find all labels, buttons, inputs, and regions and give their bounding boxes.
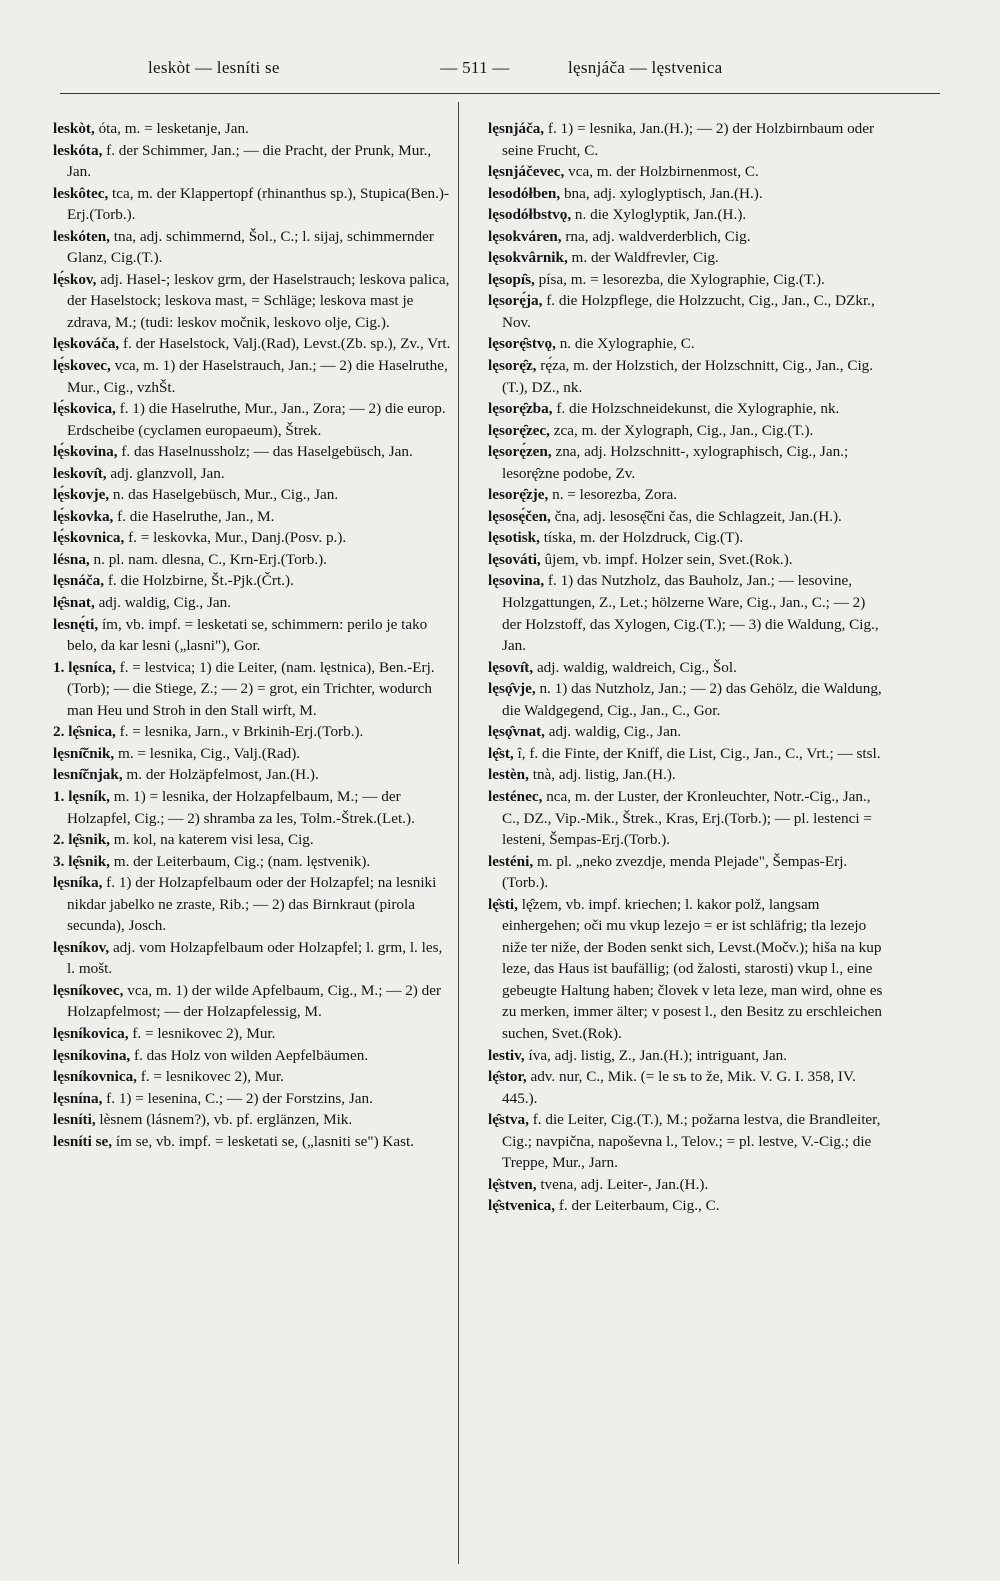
- entry-definition: f. = lesnikovec 2), Mur.: [136, 1068, 284, 1086]
- entry-headword: lę̂stvenica,: [488, 1197, 556, 1215]
- dictionary-entry: [53, 398, 453, 441]
- entry-headword: lesnę́ti,: [53, 615, 99, 633]
- header-left-guide: leskòt — lesníti se: [148, 58, 280, 77]
- dictionary-entry: [488, 420, 888, 442]
- dictionary-entry: [53, 355, 453, 398]
- entry-definition: adj. Hasel-; leskov grm, der Haselstrauch; leskova palica, der Haselstock; leskova mast, = Schläge; leskova mast je zdrava, M.; (tudi: leskov močnik, leskovo olje, Cig.).: [67, 270, 450, 331]
- entry-headword: lęsokváren,: [488, 227, 562, 245]
- entry-definition: n. die Xyloglyptik, Jan.(H.).: [571, 206, 747, 224]
- dictionary-entry: [53, 183, 453, 226]
- entry-definition: bna, adj. xyloglyptisch, Jan.(H.).: [560, 184, 763, 202]
- entry-headword: leskovı̂t,: [53, 464, 107, 482]
- entry-headword: lę́skovka,: [53, 507, 114, 525]
- dictionary-entry: [488, 570, 888, 656]
- entry-definition: adj. vom Holzapfelbaum oder Holzapfel; l. grm, l. les, l. mošt.: [67, 938, 443, 978]
- dictionary-entry: [53, 829, 453, 851]
- entry-definition: f. das Holz von wilden Aepfelbäumen.: [130, 1046, 369, 1064]
- dictionary-entry: [53, 140, 453, 183]
- entry-definition: tíska, m. der Holzdruck, Cig.(T).: [539, 529, 744, 547]
- dictionary-entry: [488, 441, 888, 484]
- entry-definition: f. = lesnikovec 2), Mur.: [128, 1024, 276, 1042]
- entry-headword: lęsnı̑čnik,: [53, 744, 115, 762]
- entry-definition: m. pl. „neko zvezdje, menda Plejade", Šempas-Erj.(Torb.).: [502, 852, 848, 892]
- dictionary-entry: [53, 937, 453, 980]
- dictionary-entry: [488, 743, 888, 765]
- entry-headword: lęsosę́čen,: [488, 507, 551, 525]
- entry-definition: f. = lestvica; 1) die Leiter, (nam. lęstnica), Ben.-Erj.(Torb); — die Stiege, Z.; — 2) = grot, ein Trichter, wodurch man Heu und Stroh in den Stall wirft, M.: [67, 658, 435, 719]
- entry-definition: n. das Haselgebüsch, Mur., Cig., Jan.: [109, 486, 339, 504]
- dictionary-entry: [488, 269, 888, 291]
- entry-definition: lèsnem (lásnem?), vb. pf. erglänzen, Mik.: [95, 1111, 353, 1129]
- entry-definition: f. 1) = lesnika, Jan.(H.); — 2) der Holzbirnbaum oder seine Frucht, C.: [502, 120, 875, 159]
- entry-definition: íva, adj. listig, Z., Jan.(H.); intriguant, Jan.: [524, 1046, 788, 1064]
- entry-definition: f. 1) = lesenina, C.; — 2) der Forstzins, Jan.: [102, 1089, 373, 1107]
- dictionary-entry: [53, 441, 453, 463]
- entry-definition: adv. nur, C., Mik. (= le sъ to že, Mik. V. G. I. 358, IV. 445.).: [502, 1068, 856, 1107]
- column-divider: [458, 102, 459, 1564]
- entry-definition: ím se, vb. impf. = lesketati se, („lasniti se") Kast.: [112, 1132, 415, 1150]
- entry-headword: lesníti,: [53, 1111, 96, 1129]
- dictionary-entry: [53, 527, 453, 549]
- entry-headword: lęsovı̂t,: [488, 658, 534, 676]
- entry-headword: lęsníka,: [53, 874, 103, 892]
- entry-headword: lesnı̑čnjak,: [53, 766, 123, 784]
- entry-definition: n. 1) das Nutzholz, Jan.; — 2) das Gehölz, die Waldung, die Waldgegend, Cig., Jan., C., Gor.: [502, 680, 882, 719]
- dictionary-entry: [53, 226, 453, 269]
- entry-headword: lęsovina,: [488, 572, 545, 590]
- dictionary-entry: [53, 851, 453, 873]
- entry-definition: vca, m. 1) der wilde Apfelbaum, Cig., M.; — 2) der Holzapfelmost; — der Holzapfelessig, M.: [67, 981, 442, 1021]
- entry-headword: lęsǫ̂vje,: [488, 680, 536, 698]
- entry-headword: lę̂stven,: [488, 1175, 537, 1193]
- dictionary-entry: [53, 614, 453, 657]
- entry-definition: tca, m. der Klappertopf (rhinanthus sp.), Stupica(Ben.)-Erj.(Torb.).: [67, 184, 450, 224]
- entry-definition: n. die Xylographie, C.: [555, 335, 695, 353]
- entry-definition: zna, adj. Holzschnitt-, xylographisch, Cig., Jan.; lesorę̑zne podobe, Zv.: [502, 443, 849, 482]
- entry-headword: lęsorę̑zba,: [488, 400, 553, 418]
- entry-definition: f. = leskovka, Mur., Danj.(Posv. p.).: [124, 529, 347, 547]
- dictionary-entry: [53, 506, 453, 528]
- dictionary-entry: [488, 290, 888, 333]
- entry-headword: lęsorę̑zec,: [488, 421, 550, 439]
- entry-definition: adj. waldig, Cig., Jan.: [94, 594, 232, 612]
- entry-headword: lęsnáča,: [53, 572, 105, 590]
- dictionary-entry: [488, 506, 888, 528]
- entry-headword: lęsorę́ja,: [488, 292, 543, 310]
- entry-definition: f. die Haselruthe, Jan., M.: [113, 507, 275, 525]
- entry-headword: lestèn,: [488, 766, 529, 784]
- entry-headword: lęsníkov,: [53, 938, 110, 956]
- entry-headword: lęsodółbstvǫ,: [488, 206, 572, 224]
- dictionary-entry: [488, 161, 888, 183]
- entry-definition: vca, m. 1) der Haselstrauch, Jan.; — 2) die Haselruthe, Mur., Cig., vzhŠt.: [67, 357, 448, 396]
- dictionary-entry: [488, 484, 888, 506]
- entry-headword: lestiv,: [488, 1046, 525, 1064]
- dictionary-entry: [488, 226, 888, 248]
- entry-definition: adj. waldig, Cig., Jan.: [544, 723, 682, 741]
- entry-definition: tvena, adj. Leiter-, Jan.(H.).: [536, 1175, 709, 1193]
- entry-definition: vca, m. der Holzbirnenmost, C.: [564, 163, 759, 181]
- entry-definition: m. 1) = lesnika, der Holzapfelbaum, M.; — der Holzapfel, Cig.; — 2) shramba za les, Tolm.-Štrek.(Let.).: [67, 787, 415, 827]
- entry-headword: lę́skovica,: [53, 400, 116, 418]
- dictionary-entry: [53, 743, 453, 765]
- entry-headword: 3. lę̑snik,: [53, 852, 110, 870]
- dictionary-entry: [53, 118, 453, 140]
- running-header: [0, 58, 1000, 86]
- entry-headword: leskóta,: [53, 141, 103, 159]
- dictionary-entry: [488, 1045, 888, 1067]
- entry-definition: m. = lesnika, Cig., Valj.(Rad).: [114, 744, 301, 762]
- entry-headword: lesorę̑zje,: [488, 486, 549, 504]
- dictionary-entry: [53, 1131, 453, 1153]
- entry-definition: rę́za, m. der Holzstich, der Holzschnitt, Cig., Jan., Cig.(T.), DZ., nk.: [502, 357, 874, 396]
- dictionary-entry: [488, 183, 888, 205]
- entry-headword: lęsováti,: [488, 550, 541, 568]
- entry-definition: ûjem, vb. impf. Holzer sein, Svet.(Rok.).: [540, 550, 793, 568]
- dictionary-entry: [53, 721, 453, 743]
- entry-definition: f. die Holzschneidekunst, die Xylographie, nk.: [552, 400, 840, 418]
- entry-definition: f. 1) das Nutzholz, das Bauholz, Jan.; — lesovine, Holzgattungen, Z., Let.; hölzerne Ware, Cig., Jan., C.; — 2) der Holzstoff, das Xylogen, Cig.(T.); — 3) die Waldung, Cig., Jan.: [502, 572, 879, 655]
- entry-headword: lesníti se,: [53, 1132, 113, 1150]
- entry-definition: f. die Holzpflege, die Holzzucht, Cig., Jan., C., DZkr., Nov.: [502, 292, 875, 331]
- left-column: [53, 118, 453, 1152]
- dictionary-entry: [53, 1045, 453, 1067]
- dictionary-entry: [53, 1023, 453, 1045]
- dictionary-entry: [53, 1088, 453, 1110]
- entry-definition: adj. waldig, waldreich, Cig., Šol.: [533, 658, 737, 676]
- right-column: [488, 118, 888, 1217]
- dictionary-entry: [488, 894, 888, 1045]
- entry-definition: f. der Leiterbaum, Cig., C.: [555, 1197, 720, 1215]
- dictionary-entry: [488, 1066, 888, 1109]
- entry-definition: n. pl. nam. dlesna, C., Krn-Erj.(Torb.).: [89, 550, 327, 568]
- entry-definition: m. der Waldfrevler, Cig.: [567, 249, 719, 267]
- entry-definition: zca, m. der Xylograph, Cig., Jan., Cig.(T.).: [549, 421, 814, 439]
- entry-headword: lę́skovnica,: [53, 529, 125, 547]
- entry-headword: lesténi,: [488, 852, 534, 870]
- entry-headword: lę́skov,: [53, 270, 97, 288]
- entry-definition: î, f. die Finte, der Kniff, die List, Cig., Jan., C., Vrt.; — stsl.: [513, 744, 881, 762]
- dictionary-entry: [53, 980, 453, 1023]
- dictionary-entry: [488, 851, 888, 894]
- dictionary-entry: [488, 764, 888, 786]
- entry-headword: lęsnjáča,: [488, 120, 545, 137]
- dictionary-entry: [488, 247, 888, 269]
- dictionary-entry: [488, 204, 888, 226]
- entry-definition: n. = lesorezba, Zora.: [548, 486, 678, 504]
- dictionary-entry: [488, 355, 888, 398]
- dictionary-entry: [53, 592, 453, 614]
- entry-definition: lę̂zem, vb. impf. kriechen; l. kakor polž, langsam einhergehen; oči mu vkup lezejo = er ist schläfrig; tla lezejo niže ter niže, der Boden senkt sich, Levst.(Močv.); hiša na kup leze, das Haus ist baufällig; (od žalosti, starosti) vkup l., eine gebeugte Haltung haben; človek v leta leze, man wird, ohne es zu merken, immer älter; v posest l., den Besitz zu erschleichen suchen, Svet.(Rok).: [502, 895, 883, 1042]
- dictionary-entry: [53, 657, 453, 722]
- entry-headword: lęsníkovina,: [53, 1046, 131, 1064]
- dictionary-entry: [488, 118, 888, 161]
- dictionary-entry: [53, 786, 453, 829]
- dictionary-entry: [488, 333, 888, 355]
- entry-headword: leskôtec,: [53, 184, 109, 202]
- entry-definition: m. der Holzäpfelmost, Jan.(H.).: [122, 766, 319, 784]
- entry-headword: lęsorę̑z,: [488, 357, 537, 375]
- header-right-guide: lęsnjáča — lęstvenica: [568, 58, 723, 77]
- entry-headword: lésna,: [53, 550, 90, 568]
- entry-definition: rna, adj. waldverderblich, Cig.: [561, 227, 751, 245]
- entry-definition: m. der Leiterbaum, Cig.; (nam. lęstvenik).: [109, 852, 371, 870]
- entry-definition: óta, m. = lesketanje, Jan.: [94, 120, 249, 137]
- entry-definition: adj. glanzvoll, Jan.: [106, 464, 225, 482]
- dictionary-entry: [488, 527, 888, 549]
- dictionary-entry: [488, 678, 888, 721]
- entry-definition: tnà, adj. listig, Jan.(H.).: [528, 766, 676, 784]
- entry-headword: lesodółben,: [488, 184, 561, 202]
- entry-headword: lę̂st,: [488, 744, 514, 762]
- dictionary-entry: [488, 657, 888, 679]
- entry-headword: leskóten,: [53, 227, 110, 245]
- header-rule: [60, 93, 940, 94]
- entry-headword: lęsnína,: [53, 1089, 103, 1107]
- entry-headword: lęskováča,: [53, 335, 120, 353]
- dictionary-entry: [53, 333, 453, 355]
- entry-headword: 1. lęsníca,: [53, 658, 116, 676]
- dictionary-entry: [488, 786, 888, 851]
- entry-definition: f. = lesnika, Jarn., v Brkinih-Erj.(Torb.).: [115, 723, 364, 741]
- entry-headword: lęsokvârnik,: [488, 249, 568, 267]
- entry-headword: leskòt,: [53, 120, 95, 137]
- entry-definition: nca, m. der Luster, der Kronleuchter, Notr.-Cig., Jan., C., DZ., Vip.-Mik., Štrek., Kras, Erj.(Torb.); — pl. lestenci = lesteni, Šempas-Erj.(Torb.).: [502, 787, 872, 849]
- entry-definition: f. das Haselnussholz; — das Haselgebüsch, Jan.: [117, 443, 413, 461]
- entry-headword: lę́skovje,: [53, 486, 110, 504]
- entry-headword: lęsopı̑s,: [488, 270, 535, 288]
- entry-definition: tna, adj. schimmernd, Šol., C.; l. sijaj, schimmernder Glanz, Cig.(T.).: [67, 227, 434, 267]
- dictionary-entry: [488, 1195, 888, 1217]
- entry-headword: lę̑snat,: [53, 594, 95, 612]
- entry-headword: 1. lęsník,: [53, 787, 110, 805]
- entry-definition: písa, m. = lesorezba, die Xylographie, Cig.(T.).: [534, 270, 825, 288]
- dictionary-entry: [53, 269, 453, 334]
- page-number: — 511 —: [440, 58, 510, 77]
- dictionary-entry: [53, 549, 453, 571]
- entry-headword: lesténec,: [488, 787, 543, 805]
- entry-headword: 2. lę̑snica,: [53, 723, 116, 741]
- entry-definition: čna, adj. lesosę̑čni čas, die Schlagzeit, Jan.(H.).: [550, 507, 842, 525]
- dictionary-entry: [53, 463, 453, 485]
- dictionary-entry: [488, 1109, 888, 1174]
- dictionary-entry: [488, 721, 888, 743]
- entry-definition: f. die Holzbirne, Št.-Pjk.(Črt.).: [104, 572, 294, 590]
- dictionary-entry: [53, 764, 453, 786]
- entry-headword: lęsorę́zen,: [488, 443, 552, 461]
- entry-headword: lęsnjáčevec,: [488, 163, 565, 181]
- entry-definition: f. der Haselstock, Valj.(Rad), Levst.(Zb. sp.), Zv., Vrt.: [119, 335, 451, 353]
- dictionary-entry: [53, 872, 453, 937]
- entry-headword: lęsorę̑stvǫ,: [488, 335, 556, 353]
- dictionary-entry: [53, 570, 453, 592]
- entry-headword: lęsǫ̂vnat,: [488, 723, 545, 741]
- entry-headword: lę̂stor,: [488, 1068, 527, 1086]
- entry-definition: m. kol, na katerem visi lesa, Cig.: [109, 831, 314, 849]
- dictionary-entry: [488, 1174, 888, 1196]
- entry-definition: f. 1) die Haselruthe, Mur., Jan., Zora; — 2) die europ. Erdscheibe (cyclamen europaeum), Štrek.: [67, 400, 446, 439]
- entry-definition: f. der Schimmer, Jan.; — die Pracht, der Prunk, Mur., Jan.: [67, 141, 432, 181]
- dictionary-entry: [53, 1109, 453, 1131]
- entry-definition: ím, vb. impf. = lesketati se, schimmern: perilo je tako belo, da kar lesni („lasni"), Gor.: [67, 615, 428, 655]
- dictionary-entry: [488, 398, 888, 420]
- entry-headword: lęsníkovnica,: [53, 1068, 137, 1086]
- entry-headword: lęsníkovica,: [53, 1024, 129, 1042]
- entry-headword: 2. lę̑snik,: [53, 831, 110, 849]
- dictionary-entry: [53, 484, 453, 506]
- entry-definition: f. die Leiter, Cig.(T.), M.; požarna lestva, die Brandleiter, Cig.; navpična, napoševna l., Telov.; = pl. lestve, V.-Cig.; die Treppe, Mur., Jarn.: [502, 1111, 881, 1172]
- dictionary-entry: [488, 549, 888, 571]
- entry-definition: f. 1) der Holzapfelbaum oder der Holzapfel; na lesniki nikdar jabelko ne zraste, Rib.; — 2) das Birnkraut (pirola secunda), Josch.: [67, 874, 437, 935]
- dictionary-entry: [53, 1066, 453, 1088]
- entry-headword: lęsotisk,: [488, 529, 540, 547]
- entry-headword: lę̂sti,: [488, 895, 518, 913]
- entry-headword: lęsníkovec,: [53, 981, 124, 999]
- entry-headword: lę́skovec,: [53, 357, 111, 375]
- entry-headword: lę̂stva,: [488, 1111, 529, 1129]
- entry-headword: lę́skovina,: [53, 443, 118, 461]
